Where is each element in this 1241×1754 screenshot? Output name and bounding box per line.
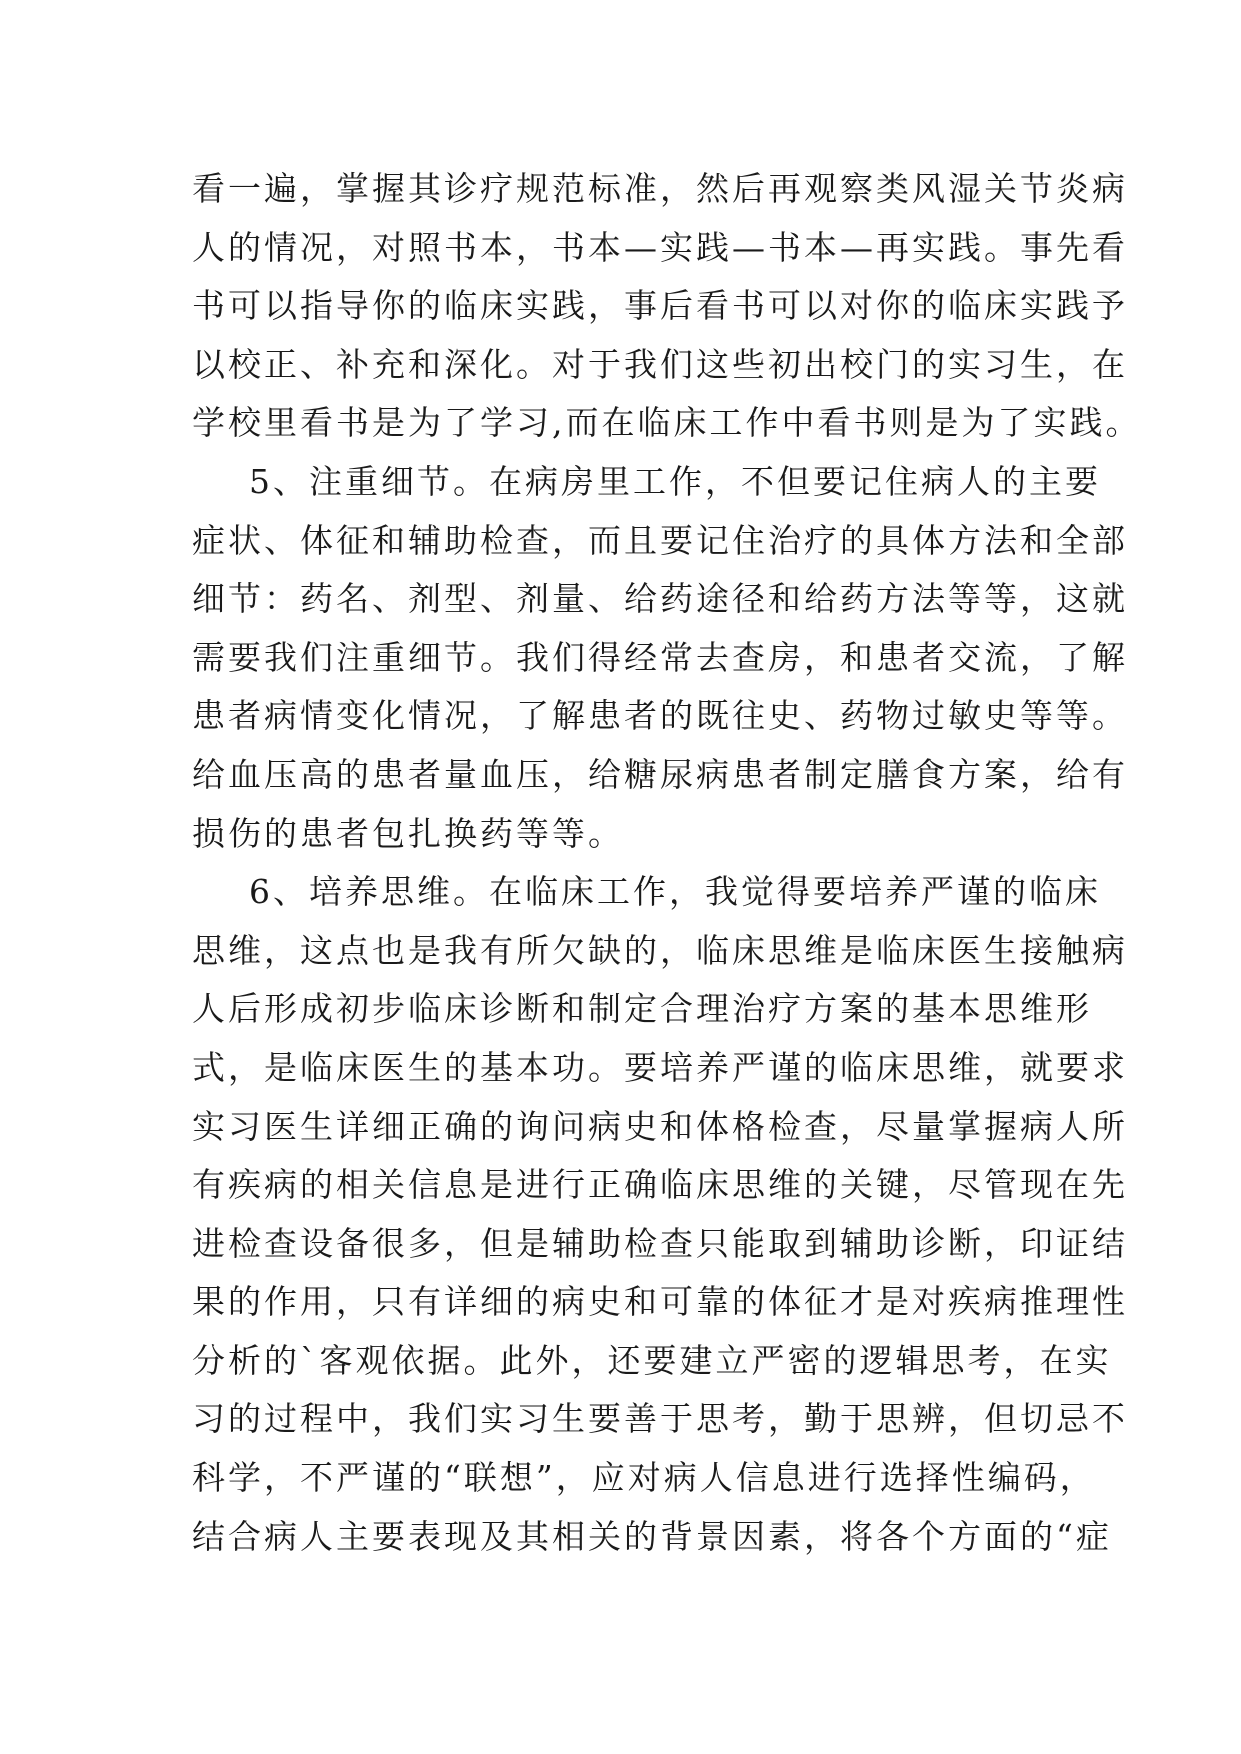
text-line: 细节：药名、剂型、剂量、给药途径和给药方法等等，这就 — [192, 579, 1128, 619]
text-line: 科学，不严谨的“联想”，应对病人信息进行选择性编码， — [192, 1458, 1096, 1498]
text-line: 果的作用，只有详细的病史和可靠的体征才是对疾病推理性 — [192, 1282, 1128, 1322]
text-line: 结合病人主要表现及其相关的背景因素，将各个方面的“症 — [192, 1516, 1112, 1556]
text-line: 习的过程中，我们实习生要善于思考，勤于思辨，但切忌不 — [192, 1399, 1128, 1439]
text-line: 实习医生详细正确的询问病史和体格检查，尽量掌握病人所 — [192, 1106, 1128, 1146]
section-5-heading-line: 5、注重细节。在病房里工作，不但要记住病人的主要 — [249, 461, 1101, 501]
text-line: 给血压高的患者量血压，给糖尿病患者制定膳食方案，给有 — [192, 754, 1128, 794]
document-body — [192, 160, 1142, 1566]
text-line: 以校正、补充和深化。对于我们这些初出校门的实习生，在 — [192, 344, 1128, 384]
text-line: 分析的`客观依据。此外，还要建立严密的逻辑思考，在实 — [192, 1340, 1112, 1380]
section-6-heading-line: 6、培养思维。在临床工作，我觉得要培养严谨的临床 — [249, 872, 1101, 912]
text-line: 损伤的患者包扎换药等等。 — [192, 813, 624, 853]
text-line: 需要我们注重细节。我们得经常去查房，和患者交流，了解 — [192, 637, 1128, 677]
text-line: 书可以指导你的临床实践，事后看书可以对你的临床实践予 — [192, 286, 1128, 326]
text-line: 人的情况，对照书本，书本—实践—书本—再实践。事先看 — [192, 227, 1128, 267]
text-line: 看一遍，掌握其诊疗规范标准，然后再观察类风湿关节炎病 — [192, 169, 1128, 208]
text-line: 有疾病的相关信息是进行正确临床思维的关键，尽管现在先 — [192, 1165, 1128, 1205]
text-line: 人后形成初步临床诊断和制定合理治疗方案的基本思维形 — [192, 989, 1092, 1029]
text-line: 学校里看书是为了学习,而在临床工作中看书则是为了实践。 — [192, 403, 1142, 443]
text-line: 思维，这点也是我有所欠缺的，临床思维是临床医生接触病 — [192, 930, 1128, 970]
text-line: 进检查设备很多，但是辅助检查只能取到辅助诊断，印证结 — [192, 1223, 1128, 1263]
text-line: 式，是临床医生的基本功。要培养严谨的临床思维，就要求 — [192, 1047, 1128, 1087]
text-line: 患者病情变化情况，了解患者的既往史、药物过敏史等等。 — [192, 696, 1128, 736]
text-line: 症状、体征和辅助检查，而且要记住治疗的具体方法和全部 — [192, 520, 1128, 560]
